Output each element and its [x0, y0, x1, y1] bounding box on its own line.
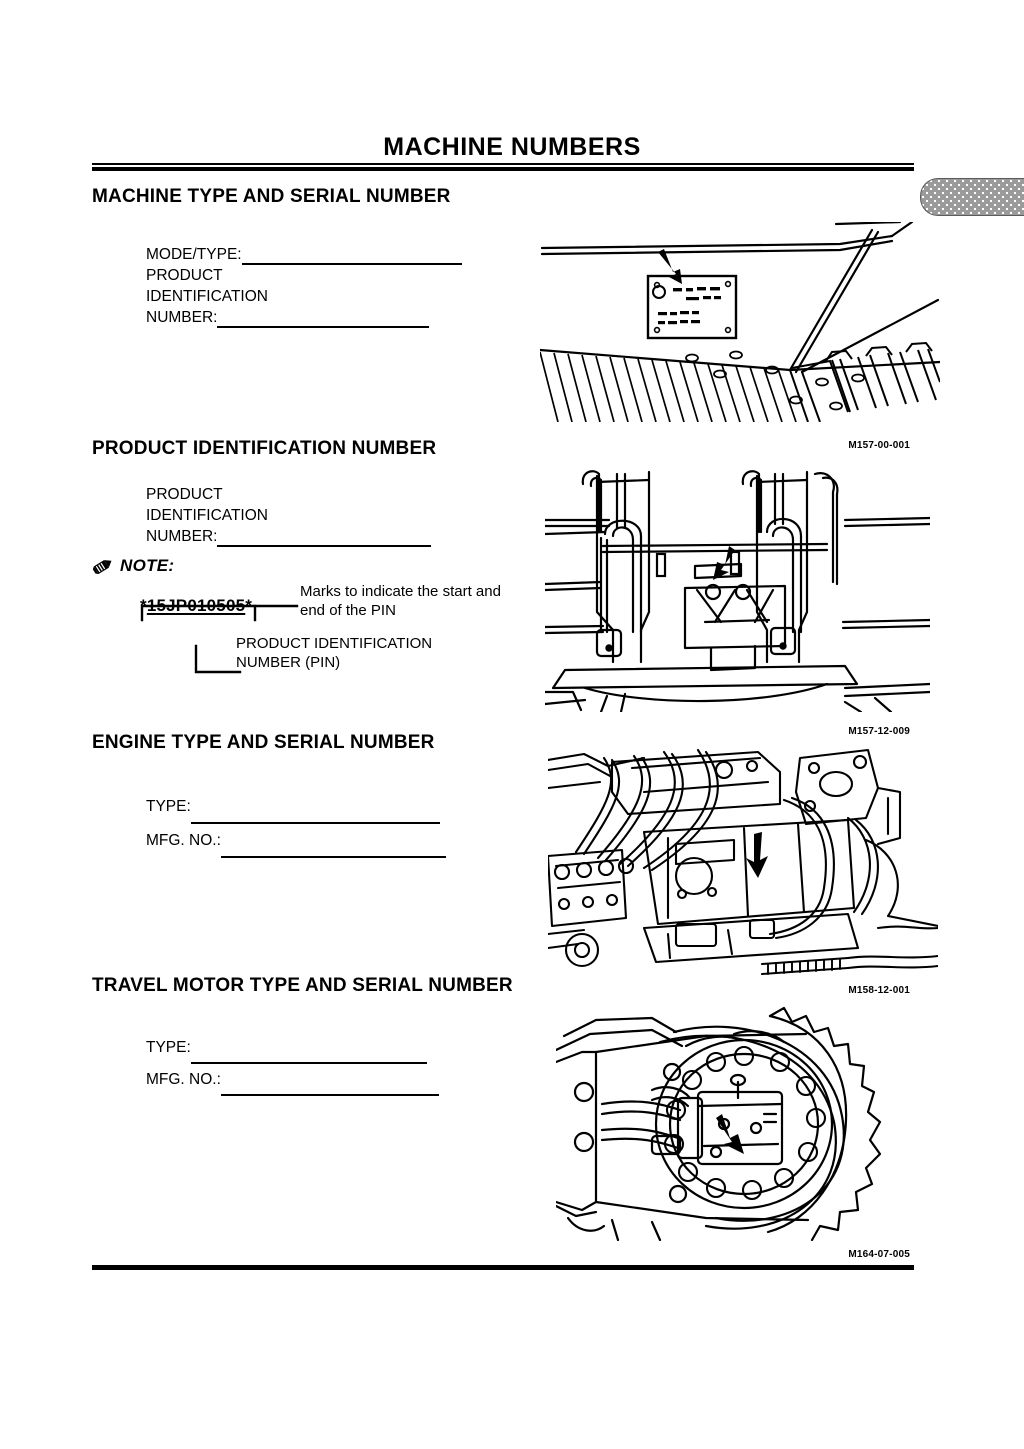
figure-pin-plate-location [545, 462, 930, 712]
page-title: MACHINE NUMBERS [383, 133, 641, 161]
section-heading-engine-type: ENGINE TYPE AND SERIAL NUMBER [92, 732, 435, 753]
callout-marks-line2: end of the PIN [300, 602, 396, 619]
callout-marks-line1: Marks to indicate the start and [300, 583, 501, 600]
figure-travel-motor [556, 1006, 936, 1241]
section-heading-product-identification-number: PRODUCT IDENTIFICATION NUMBER [92, 438, 437, 459]
pin-end-mark: * [245, 596, 253, 615]
field-row-mode-type [146, 244, 462, 265]
field-label-mode-type: MODE/TYPE: [146, 246, 242, 263]
field-row-travel-type [146, 1032, 439, 1064]
field-row-engine-type [146, 790, 446, 824]
field-input-travel-type[interactable] [191, 1047, 427, 1064]
field-label-travel-mfg-no: MFG. NO.: [146, 1071, 221, 1088]
callout-pin-line1: PRODUCT IDENTIFICATION [236, 635, 433, 652]
pointer-arrow [746, 832, 768, 878]
field-input-pin[interactable] [217, 530, 431, 547]
field-label-number: NUMBER: [146, 309, 218, 326]
figure-caption-travel-motor: M164-07-005 [848, 1249, 910, 1260]
field-row-product-id-number [146, 265, 462, 328]
field-label-product: PRODUCT [146, 486, 223, 503]
figure-machine-nameplate [540, 222, 940, 422]
field-input-engine-mfg-no[interactable] [221, 841, 446, 858]
footer-rule [92, 1265, 914, 1270]
engine-drawing [548, 748, 938, 976]
field-block-engine-type [146, 790, 446, 858]
pin-location-drawing [545, 462, 930, 712]
pencil-icon [92, 556, 114, 576]
field-row-engine-mfg-no [146, 824, 446, 858]
field-label-product: PRODUCT [146, 267, 223, 284]
field-input-engine-type[interactable] [191, 807, 440, 824]
field-label-identification: IDENTIFICATION [146, 288, 268, 305]
figure-caption-engine: M158-12-001 [848, 985, 910, 996]
section-heading-travel-motor-type: TRAVEL MOTOR TYPE AND SERIAL NUMBER [92, 975, 513, 996]
nameplate-plate [648, 276, 736, 338]
section-heading-machine-type: MACHINE TYPE AND SERIAL NUMBER [92, 186, 451, 207]
figure-caption-machine-nameplate: M157-00-001 [848, 440, 910, 451]
figure-engine-block [548, 748, 938, 976]
header-double-rule [92, 163, 914, 171]
pin-start-mark: * [140, 596, 147, 615]
callout-marks-text [300, 582, 501, 620]
field-label-engine-mfg-no: MFG. NO.: [146, 832, 221, 849]
pin-sample-value [140, 596, 252, 616]
field-label-identification: IDENTIFICATION [146, 507, 268, 524]
field-label-engine-type: TYPE: [146, 798, 191, 815]
field-input-product-id-number[interactable] [217, 311, 429, 328]
note-label: NOTE: [120, 556, 175, 575]
field-input-mode-type[interactable] [242, 248, 462, 265]
field-block-product-identification-number [146, 484, 431, 547]
callout-pin-line2: NUMBER (PIN) [236, 654, 341, 671]
note-header [92, 556, 174, 576]
field-block-machine-type [146, 244, 462, 328]
figure-caption-pin-location: M157-12-009 [848, 726, 910, 737]
travel-motor-drawing [556, 1006, 936, 1241]
field-label-number: NUMBER: [146, 528, 218, 545]
field-row-pin [146, 484, 431, 547]
field-input-travel-mfg-no[interactable] [221, 1079, 439, 1096]
thumb-tab-marker [920, 178, 1024, 216]
field-block-travel-motor-type [146, 1032, 439, 1096]
note-block [92, 556, 542, 676]
machine-nameplate-drawing [540, 222, 940, 422]
field-row-travel-mfg-no [146, 1064, 439, 1096]
field-label-travel-type: TYPE: [146, 1039, 191, 1056]
callout-pin-text [236, 634, 432, 672]
pin-number: 15JP010505 [146, 596, 246, 615]
